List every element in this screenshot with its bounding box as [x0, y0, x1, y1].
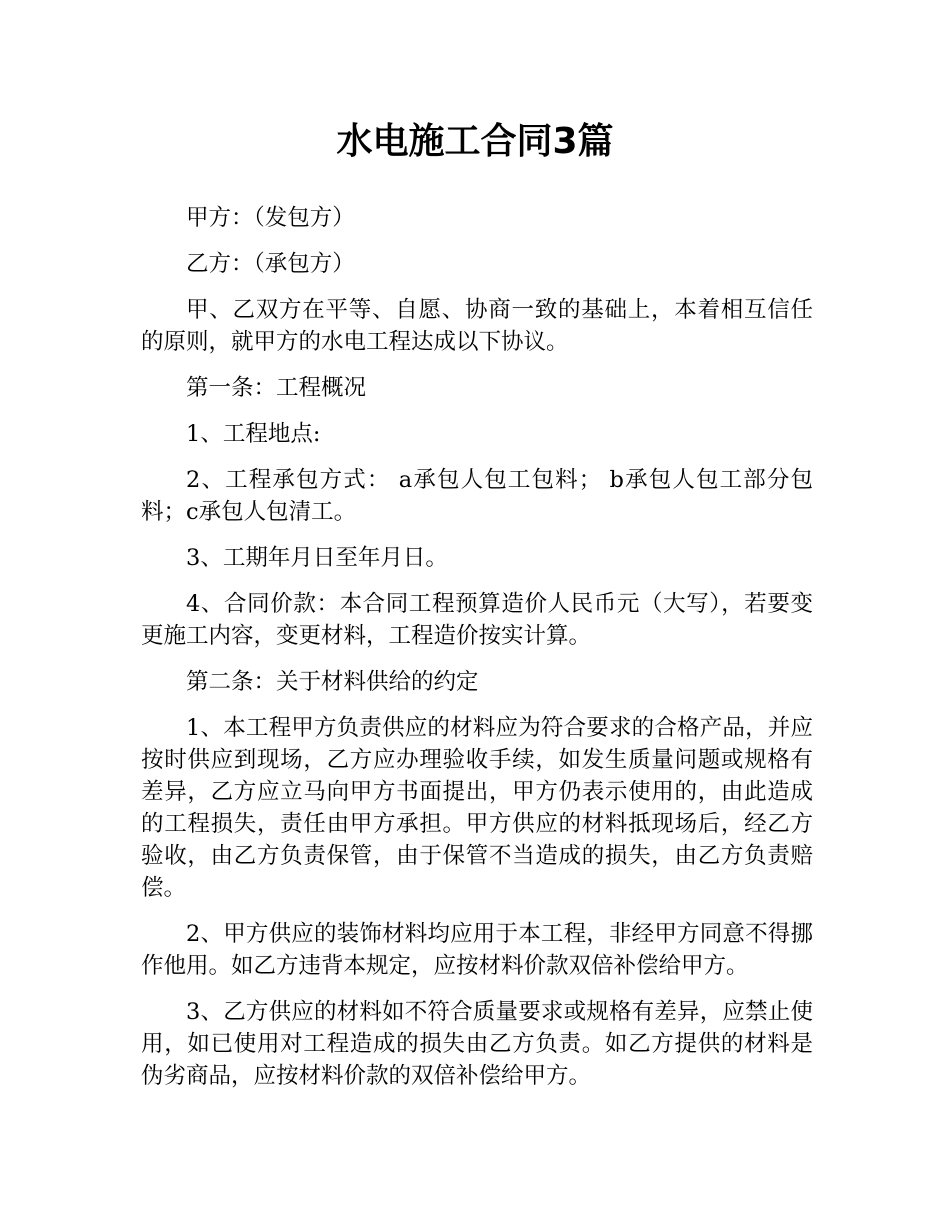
document-body — [141, 202, 813, 1106]
article-2-item-2: 2、甲方供应的装饰材料均应用于本工程，非经甲方同意不得挪作他用。如乙方违背本规定，应按材料价款双倍补偿给甲方。 — [141, 921, 813, 979]
party-a-line: 甲方：（发包方） — [186, 205, 355, 231]
article-1-item-2: 2、工程承包方式： a承包人包工包料； b承包人包工部分包料；c承包人包清工。 — [141, 467, 813, 525]
article-2-item-1: 1、本工程甲方负责供应的材料应为符合要求的合格产品，并应按时供应到现场，乙方应办理验收手续，如发生质量问题或规格有差异，乙方应立马向甲方书面提出，甲方仍表示使用的，由此造成的工程损失，责任由甲方承担。甲方供应的材料抵现场后，经乙方验收，由乙方负责保管，由于保管不当造成的损失，由乙方负责赔偿。 — [141, 715, 813, 901]
article-1-item-3: 3、工期年月日至年月日。 — [186, 545, 448, 571]
preamble-paragraph: 甲、乙双方在平等、自愿、协商一致的基础上，本着相互信任的原则，就甲方的水电工程达成以下协议。 — [141, 297, 813, 355]
article-1-item-1: 1、工程地点: — [186, 421, 321, 447]
party-b-line: 乙方：（承包方） — [186, 251, 355, 277]
article-2-heading: 第二条：关于材料供给的约定 — [186, 669, 479, 695]
article-1-heading: 第一条：工程概况 — [186, 375, 367, 401]
article-2-item-3: 3、乙方供应的材料如不符合质量要求或规格有差异，应禁止使用，如已使用对工程造成的损失由乙方负责。如乙方提供的材料是伪劣商品，应按材料价款的双倍补偿给甲方。 — [141, 999, 813, 1089]
article-1-item-4: 4、合同价款：本合同工程预算造价人民币元（大写），若要变更施工内容，变更材料，工程造价按实计算。 — [141, 591, 813, 649]
document-title: 水电施工合同3篇 — [336, 121, 614, 162]
